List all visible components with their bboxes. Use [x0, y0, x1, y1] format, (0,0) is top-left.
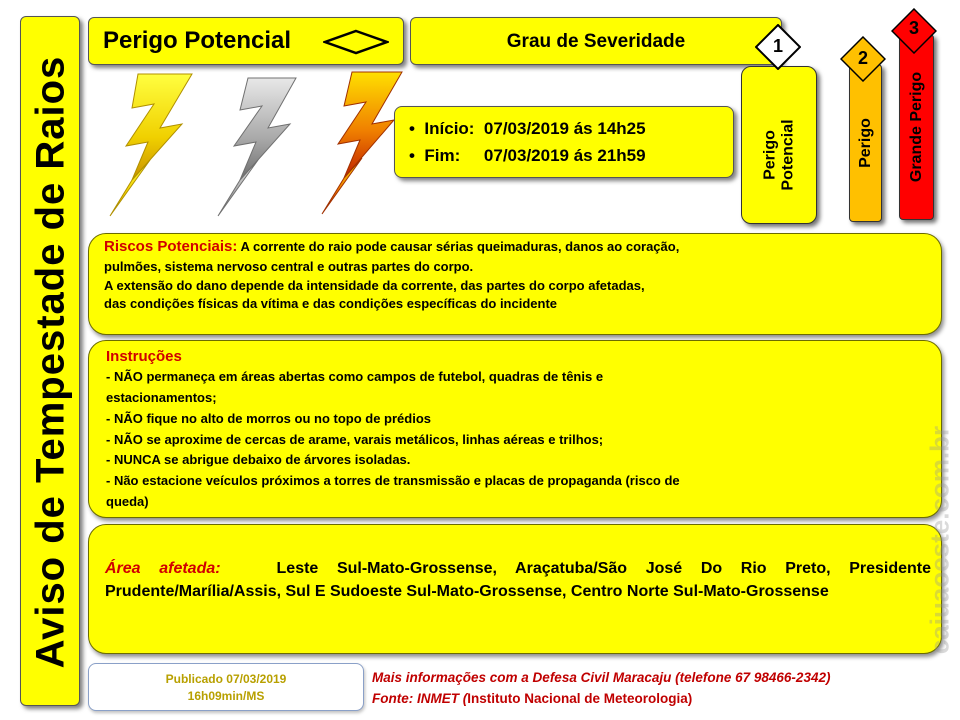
page-title: Perigo Potencial [103, 27, 292, 54]
instruction-item: estacionamentos; [106, 390, 217, 406]
published-time: 16h09min/MS [187, 689, 265, 703]
end-label: Fim: [424, 146, 461, 165]
end-value: 07/03/2019 ás 21h59 [483, 146, 646, 165]
side-title: Aviso de Tempestade de Raios [28, 55, 73, 669]
side-title-panel [20, 16, 80, 706]
severity-level-2 [849, 64, 882, 222]
severity-badge-1 [755, 24, 801, 70]
severity-title: Grau de Severidade [506, 31, 686, 52]
watermark [924, 420, 955, 655]
published-date: Publicado 07/03/2019 [165, 672, 287, 686]
start-label: Início: [424, 119, 475, 138]
instructions-panel [88, 340, 942, 518]
risks-line-3: A extensão do dano depende da intensidade da corrente, das partes do corpo afetadas, [104, 277, 645, 293]
yellow-lightning-icon [110, 74, 192, 216]
footer-source: Fonte: INMET (Instituto Nacional de Meteorologia) [372, 690, 693, 706]
instruction-item: - Não estacione veículos próximos a torres de transmissão e placas de propaganda (risco de [106, 473, 680, 489]
published-box [88, 663, 364, 711]
severity-level-3-label: Grande Perigo [907, 71, 925, 183]
affected-area-panel [88, 524, 942, 654]
title-box [88, 17, 404, 65]
severity-level-1-label: Perigo Potencial [761, 119, 797, 191]
start-row: • Início: 07/03/2019 ás 14h25 [409, 119, 646, 138]
event-time-box [394, 106, 734, 178]
affected-area-text: Leste Sul-Mato-Grossense, Araçatuba/São José Do Rio Preto, Presidente Prudente/Marília/Assis, Sul E Sudoeste Sul-Mato-Grossense, Centro Norte Sul-Mato-Grossense [105, 560, 932, 601]
severity-badge-2-number: 2 [857, 48, 868, 68]
instruction-item: queda) [106, 494, 149, 510]
affected-area-heading: Área afetada: [105, 560, 221, 577]
severity-level-2-label: Perigo [856, 118, 874, 168]
footer-info [372, 668, 952, 710]
end-row: • Fim: 07/03/2019 ás 21h59 [409, 146, 646, 165]
severity-level-1 [741, 66, 817, 224]
start-value: 07/03/2019 ás 14h25 [483, 119, 646, 138]
risks-panel [88, 233, 942, 335]
severity-title-box [410, 17, 782, 65]
watermark-text: caiuaoeste.com.br [924, 425, 955, 655]
risks-line-4: das condições físicas da vítima e das condições específicas do incidente [104, 296, 558, 312]
diamond-icon [323, 29, 389, 55]
risks-line-2: pulmões, sistema nervoso central e outras partes do corpo. [104, 258, 474, 274]
risks-heading: Riscos Potenciais: [104, 238, 238, 255]
severity-badge-3-number: 3 [908, 18, 919, 38]
severity-badge-2 [840, 36, 886, 82]
lightning-bolts [90, 70, 410, 220]
orange-lightning-icon [322, 72, 402, 214]
severity-level-3 [899, 34, 934, 220]
gray-lightning-icon [218, 78, 296, 216]
risks-line-1: Riscos Potenciais: A corrente do raio pode causar sérias queimaduras, danos ao coração, [104, 238, 680, 255]
affected-area-text-block [105, 557, 931, 603]
footer-contact: Mais informações com a Defesa Civil Maracaju (telefone 67 98466-2342) [372, 670, 831, 685]
instructions-heading: Instruções [106, 348, 182, 365]
instruction-item: - NÃO fique no alto de morros ou no topo de prédios [106, 410, 431, 426]
severity-badge-3 [891, 8, 937, 54]
instruction-item: - NÃO se aproxime de cercas de arame, varais metálicos, linhas aéreas e trilhos; [106, 431, 604, 447]
severity-badge-1-number: 1 [772, 36, 783, 56]
instruction-item: - NUNCA se abrigue debaixo de árvores isoladas. [106, 452, 411, 468]
instruction-item: - NÃO permaneça em áreas abertas como campos de futebol, quadras de tênis e [106, 369, 604, 385]
